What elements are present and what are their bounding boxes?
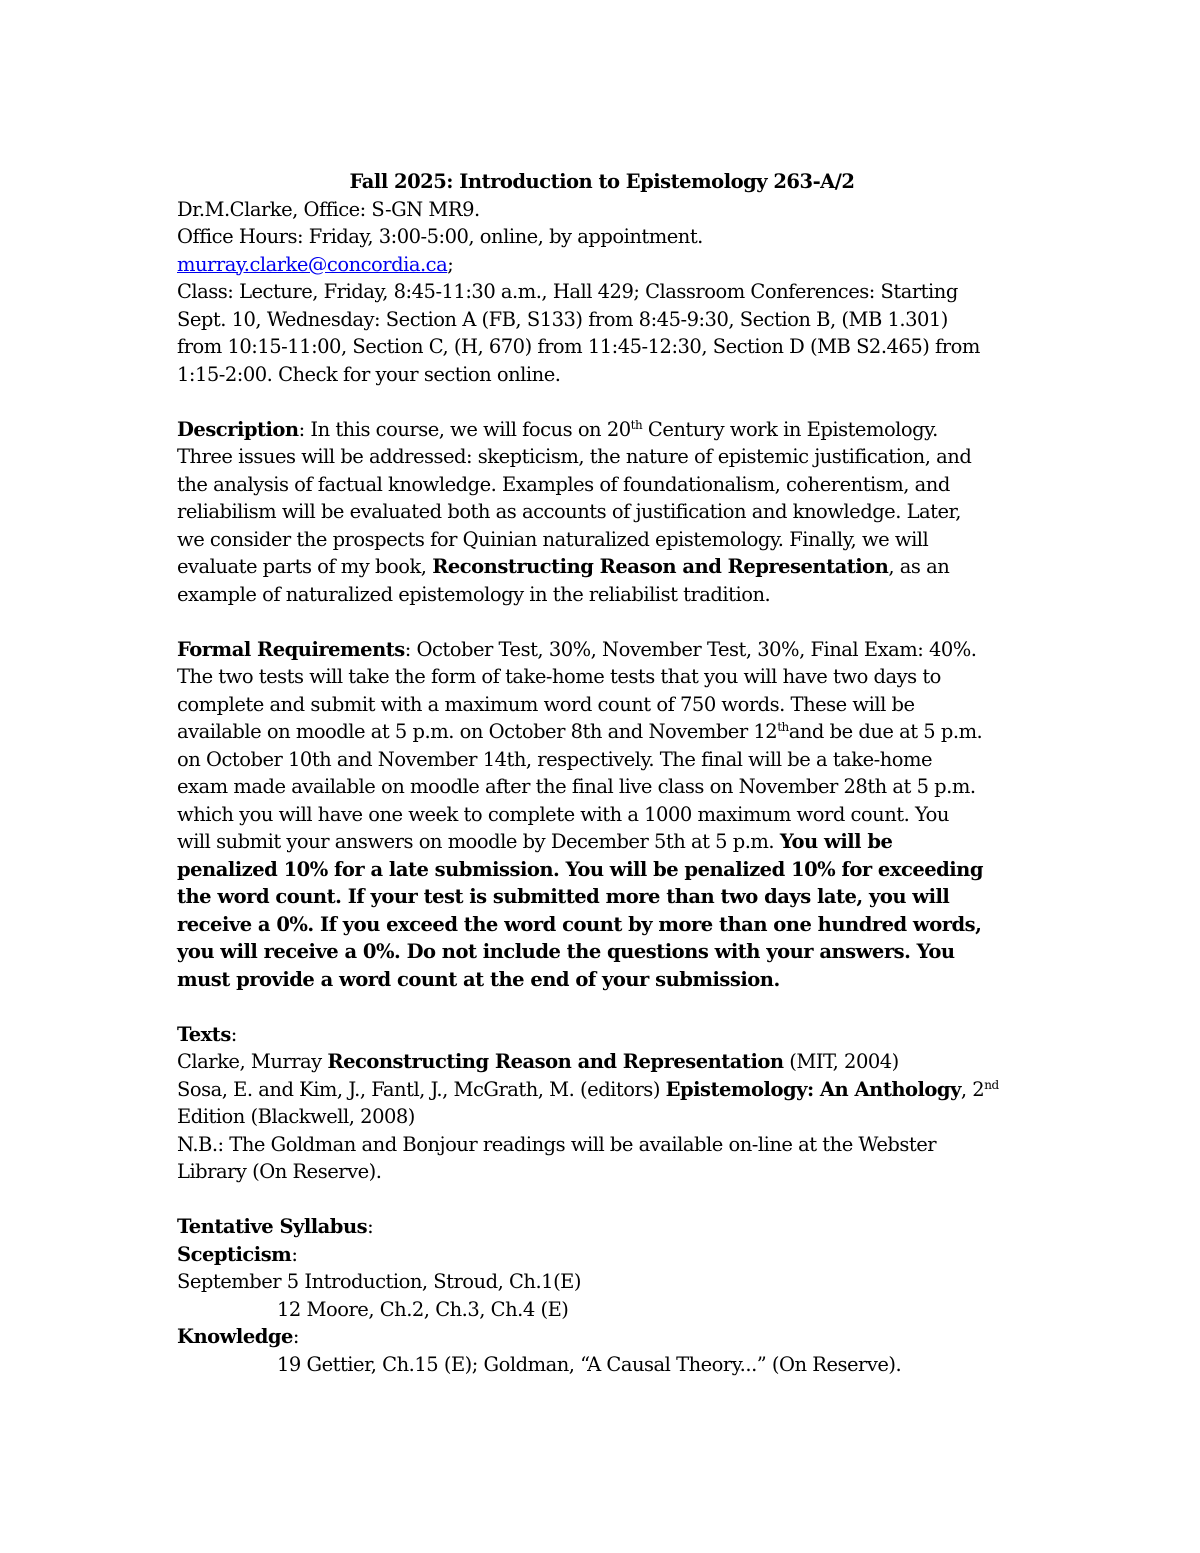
section-knowledge: Knowledge: — [177, 1325, 299, 1348]
course-title: Fall 2025: Introduction to Epistemology 263-A/2 — [349, 170, 855, 193]
syllabus-item: September 5 Introduction, Stroud, Ch.1(E) — [177, 1270, 582, 1293]
class-line-1: Class: Lecture, Friday, 8:45-11:30 a.m., Hall 429; Classroom Conferences: Starting — [177, 280, 958, 303]
email-suffix: ; — [447, 252, 454, 276]
requirements-line-2: The two tests will take the form of take-home tests that you will have two days to — [177, 665, 941, 688]
texts-heading: Texts: — [177, 1022, 237, 1046]
description-line-3: the analysis of factual knowledge. Examples of foundationalism, coherentism, and — [177, 472, 950, 496]
syllabus-heading: Tentative Syllabus: — [177, 1215, 374, 1238]
requirements-line-4: available on moodle at 5 p.m. on October 8th and November 12thand be due at 5 p.m. — [177, 720, 983, 743]
requirements-line-8: will submit your answers on moodle by December 5th at 5 p.m. You will be — [177, 830, 893, 853]
description-line-4: reliabilism will be evaluated both as accounts of justification and knowledge. Later, — [177, 500, 961, 523]
email-line — [177, 251, 1037, 279]
book-title: Reconstructing Reason and Representation — [432, 555, 889, 578]
class-line-2: Sept. 10, Wednesday: Section A (FB, S133) from 8:45-9:30, Section B, (MB 1.301) — [177, 307, 948, 331]
text-item-1: Clarke, Murray Reconstructing Reason and Representation (MIT, 2004) — [177, 1050, 899, 1073]
instructor-office: Dr.M.Clarke, Office: S-GN MR9. — [177, 197, 480, 221]
penalty-line-2: the word count. If your test is submitted more than two days late, you will — [177, 885, 950, 908]
class-line-3: from 10:15-11:00, Section C, (H, 670) from 11:45-12:30, Section D (MB S2.465) from — [177, 335, 980, 358]
requirements-label: Formal Requirements — [177, 637, 405, 661]
description-line-1: Description: In this course, we will focus on 20th Century work in Epistemology. — [177, 417, 938, 441]
text-item-2: Sosa, E. and Kim, J., Fantl, J., McGrath, M. (editors) Epistemology: An Anthology, 2nd — [177, 1077, 999, 1101]
penalty-line-1: penalized 10% for a late submission. You will be penalized 10% for exceeding — [177, 857, 983, 881]
section-scepticism: Scepticism: — [177, 1242, 298, 1266]
requirements-line-7: which you will have one week to complete with a 1000 maximum word count. You — [177, 802, 949, 826]
description-line-2: Three issues will be addressed: skepticism, the nature of epistemic justification, and — [177, 445, 972, 468]
syllabus-item: 19 Gettier, Ch.15 (E); Goldman, “A Causal Theory...” (On Reserve). — [277, 1352, 902, 1376]
requirements-line-1: Formal Requirements: October Test, 30%, November Test, 30%, Final Exam: 40%. — [177, 637, 977, 661]
penalty-line-5: must provide a word count at the end of your submission. — [177, 967, 780, 991]
description-line-6: evaluate parts of my book, Reconstructing Reason and Representation, as an — [177, 555, 950, 578]
syllabus-item: 12 Moore, Ch.2, Ch.3, Ch.4 (E) — [277, 1297, 569, 1321]
requirements-line-5: on October 10th and November 14th, respectively. The final will be a take-home — [177, 747, 933, 771]
description-label: Description — [177, 417, 299, 441]
nb-line-1: N.B.: The Goldman and Bonjour readings will be available on-line at the Webster — [177, 1132, 937, 1156]
text-item-2-cont: Edition (Blackwell, 2008) — [177, 1105, 415, 1128]
penalty-line-3: receive a 0%. If you exceed the word count by more than one hundred words, — [177, 912, 982, 936]
class-line-4: 1:15-2:00. Check for your section online. — [177, 362, 561, 386]
office-hours: Office Hours: Friday, 3:00-5:00, online, by appointment. — [177, 225, 703, 248]
description-line-7: example of naturalized epistemology in the reliabilist tradition. — [177, 582, 771, 606]
penalty-line-4: you will receive a 0%. Do not include the questions with your answers. You — [177, 940, 955, 963]
nb-line-2: Library (On Reserve). — [177, 1160, 382, 1183]
requirements-line-3: complete and submit with a maximum word count of 750 words. These will be — [177, 692, 915, 716]
syllabus-page — [177, 168, 1037, 1378]
requirements-line-6: exam made available on moodle after the final live class on November 28th at 5 p.m. — [177, 775, 976, 798]
description-line-5: we consider the prospects for Quinian naturalized epistemology. Finally, we will — [177, 527, 929, 551]
email-link[interactable]: murray.clarke@concordia.ca — [177, 252, 448, 276]
